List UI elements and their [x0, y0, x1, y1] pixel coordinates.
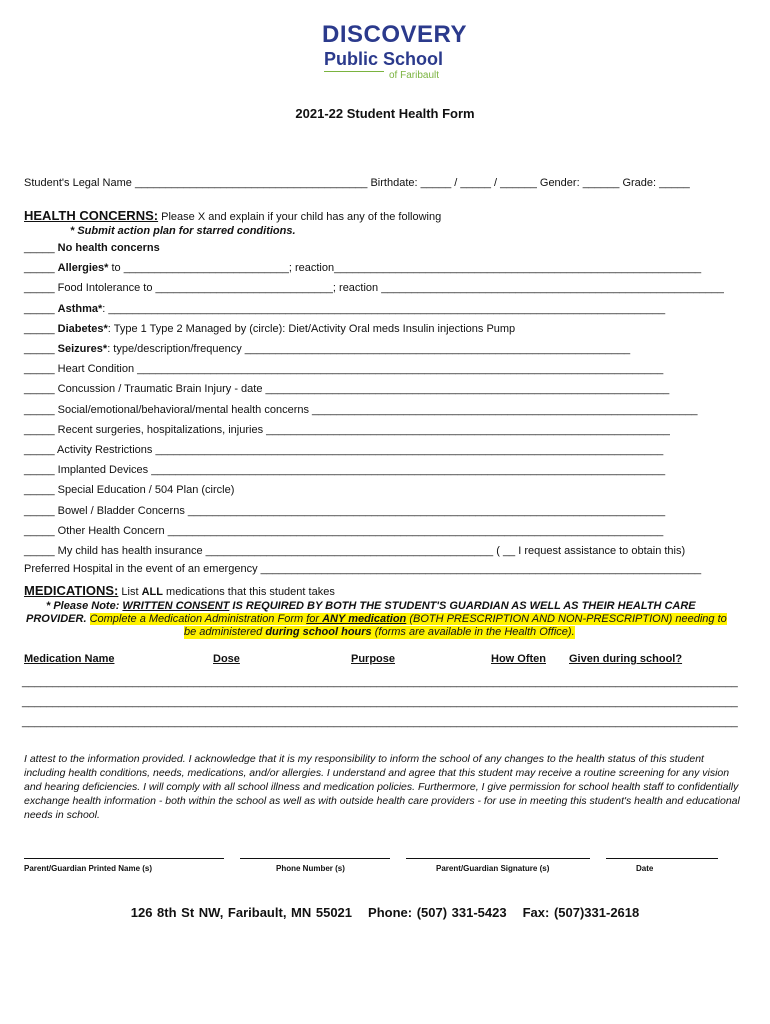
logo-line-2: Public School	[324, 49, 444, 69]
health-concern-row[interactable]	[24, 343, 630, 356]
checkbox-blank[interactable]: _____	[24, 383, 58, 396]
checkbox-blank[interactable]: _____	[24, 444, 58, 456]
concern-detail[interactable]: ______________________________________________________________________________________	[134, 363, 664, 376]
health-concern-row[interactable]	[24, 262, 701, 275]
consent-note-line-1	[46, 600, 696, 613]
health-concerns-heading: HEALTH CONCERNS:	[24, 208, 159, 223]
health-concern-row[interactable]	[24, 444, 663, 457]
health-concern-row[interactable]	[24, 484, 234, 497]
concern-label: Diabetes*	[57, 322, 108, 335]
note-rest: IS REQUIRED BY BOTH THE STUDENT'S GUARDIAN AS WELL AS THEIR HEALTH CARE	[229, 600, 696, 612]
health-concern-row[interactable]	[24, 525, 663, 538]
concern-label: Social/emotional/behavioral/mental health concerns	[57, 403, 309, 416]
note-hl-2: (BOTH PRESCRIPTION AND NON-PRESCRIPTION) needing to	[406, 613, 727, 625]
footer	[0, 905, 770, 920]
col-purpose: Purpose	[351, 653, 396, 665]
checkbox-blank[interactable]: _____	[24, 363, 58, 376]
concern-detail[interactable]: ___________________________________________________________________________________	[152, 444, 664, 456]
medication-entry-line[interactable]: _____________________________________________________________________________________________________________________	[22, 676, 738, 688]
concern-detail[interactable]: _______________________________________________ ( __ I request assistance to obtain this)	[202, 545, 686, 557]
medications-heading: MEDICATIONS:	[24, 583, 119, 598]
concern-label: Other Health Concern	[57, 524, 165, 537]
checkbox-blank[interactable]: _____	[24, 322, 58, 335]
sig-line-printed-name[interactable]	[24, 858, 224, 859]
concern-detail[interactable]: ____________________________________________________________________________________	[148, 464, 666, 477]
note-written-consent: WRITTEN CONSENT	[122, 600, 230, 612]
sig-label-signature: Parent/Guardian Signature (s)	[436, 864, 550, 873]
note-provider: PROVIDER.	[26, 613, 90, 625]
concern-label: My child has health insurance	[57, 545, 203, 557]
concern-label: Bowel / Bladder Concerns	[57, 504, 185, 517]
col-how-often: How Often	[491, 653, 546, 665]
concern-detail[interactable]: : Type 1 Type 2 Managed by (circle): Diet/Activity Oral meds Insulin injections Pump	[107, 322, 516, 335]
health-concerns-header	[24, 208, 441, 223]
note-hl-for: for	[306, 613, 323, 625]
health-concern-row[interactable]	[24, 424, 670, 437]
sig-label-printed-name: Parent/Guardian Printed Name (s)	[24, 864, 153, 873]
checkbox-blank[interactable]: _____	[24, 242, 58, 254]
concern-detail[interactable]: to ___________________________; reaction____________________________________________________________	[108, 262, 702, 275]
footer-phone: Phone: (507) 331-5423	[368, 905, 507, 920]
concern-label: Heart Condition	[57, 363, 135, 376]
medications-header	[24, 583, 335, 598]
checkbox-blank[interactable]: _____	[24, 545, 58, 557]
footer-fax: Fax: (507)331-2618	[522, 905, 640, 920]
attestation-paragraph: I attest to the information provided. I acknowledge that it is my responsibility to inform the school of any changes to the health status of this student including health conditions, needs, medications, and/or allergies. I understand and agree that this student may receive a routine screening for any vision and hearing deficiencies. I will comply with all school illness and medication policies. Furthermore, I give permission for school health staff to confidentially exchange health information - both within the school as well as with outside health care providers - for use in meeting this student's health and educational needs in school.	[24, 753, 740, 821]
concern-label: Asthma*	[57, 302, 103, 315]
checkbox-blank[interactable]: _____	[24, 524, 58, 537]
concern-detail[interactable]: / 504 Plan (circle)	[145, 484, 235, 497]
note-hl-any: ANY medication	[322, 613, 407, 625]
health-concern-row[interactable]	[24, 282, 724, 295]
health-concerns-intro: Please X and explain if your child has any of the following	[158, 211, 442, 223]
footer-address: 126 8th St NW, Faribault, MN 55021	[130, 905, 353, 920]
concern-detail[interactable]: __________________________________________________________________	[263, 423, 670, 436]
concern-label: Recent surgeries, hospitalizations, injuries	[57, 423, 264, 436]
sig-label-date: Date	[636, 864, 654, 873]
school-logo	[322, 21, 467, 84]
concern-detail[interactable]: __________________________________________________________________	[262, 383, 670, 396]
logo-line-3: of Faribault	[389, 70, 440, 81]
health-concern-row[interactable]	[24, 545, 685, 558]
concern-label: Concussion / Traumatic Brain Injury - date	[57, 383, 263, 396]
note-hl-1: Complete a Medication Administration Form	[89, 613, 307, 625]
sig-line-phone[interactable]	[240, 858, 390, 859]
concern-detail[interactable]: : type/description/frequency _______________________________________________________________	[107, 343, 631, 355]
form-title: 2021-22 Student Health Form	[295, 106, 475, 121]
note-line3-b: during school hours	[265, 626, 372, 638]
concern-label: Food Intolerance	[57, 282, 141, 295]
medication-entry-line[interactable]: _____________________________________________________________________________________________________________________	[22, 696, 738, 708]
checkbox-blank[interactable]: _____	[24, 464, 58, 477]
starred-note: * Submit action plan for starred conditions.	[70, 225, 296, 237]
consent-note-line-2	[26, 613, 727, 626]
concern-label: Implanted Devices	[57, 464, 149, 477]
medications-intro: List	[118, 586, 142, 598]
concern-label: Activity Restrictions	[57, 444, 153, 456]
health-concern-row[interactable]	[24, 242, 160, 255]
medications-intro-all: ALL	[141, 586, 163, 598]
checkbox-blank[interactable]: _____	[24, 504, 58, 517]
health-concern-row[interactable]	[24, 303, 665, 316]
checkbox-blank[interactable]: _____	[24, 403, 58, 416]
medication-entry-line[interactable]: _____________________________________________________________________________________________________________________	[22, 716, 738, 728]
checkbox-blank[interactable]: _____	[24, 423, 58, 436]
concern-detail[interactable]: to _____________________________; reaction ________________________________________________________	[140, 282, 724, 295]
logo-rule	[324, 71, 384, 72]
checkbox-blank[interactable]: _____	[24, 262, 58, 275]
concern-detail[interactable]: _______________________________________________________________	[308, 403, 698, 416]
sig-label-phone: Phone Number (s)	[276, 864, 345, 873]
col-medication-name: Medication Name	[24, 653, 115, 665]
health-concern-row[interactable]	[24, 383, 669, 396]
checkbox-blank[interactable]: _____	[24, 484, 58, 497]
health-concern-row[interactable]	[24, 464, 665, 477]
health-concern-row[interactable]	[24, 323, 515, 336]
checkbox-blank[interactable]: _____	[24, 343, 58, 355]
checkbox-blank[interactable]: _____	[24, 282, 58, 295]
health-concern-row[interactable]	[24, 363, 663, 376]
concern-label: Special Education	[57, 484, 146, 497]
logo-line-1: DISCOVERY	[322, 21, 467, 48]
sig-line-date[interactable]	[606, 858, 718, 859]
col-given-during-school: Given during school?	[569, 653, 683, 665]
note-line3-a: be administered	[184, 626, 266, 638]
health-concern-row[interactable]	[24, 404, 697, 417]
concern-label: Allergies*	[57, 262, 109, 275]
health-concern-row[interactable]	[24, 505, 665, 518]
consent-note-line-3	[184, 626, 575, 639]
concern-label: No health concerns	[57, 242, 160, 254]
student-info-line[interactable]: Student's Legal Name ______________________________________ Birthdate: _____ / _____ / ______ Gender: ______ Grade: _____	[24, 177, 690, 189]
concern-detail[interactable]: ______________________________________________________________________________	[184, 504, 666, 517]
note-prefix: * Please Note:	[46, 600, 123, 612]
col-dose: Dose	[213, 653, 240, 665]
sig-line-signature[interactable]	[406, 858, 590, 859]
concern-detail[interactable]: : ___________________________________________________________________________________________	[102, 302, 666, 315]
medications-intro-end: medications that this student takes	[163, 586, 335, 598]
checkbox-blank[interactable]: _____	[24, 302, 58, 315]
preferred-hospital-line[interactable]: Preferred Hospital in the event of an emergency ________________________________________________________________________	[24, 563, 702, 575]
note-line3-c: (forms are available in the Health Office).	[371, 626, 575, 638]
concern-detail[interactable]: _________________________________________________________________________________	[164, 524, 664, 537]
concern-label: Seizures*	[57, 343, 108, 355]
